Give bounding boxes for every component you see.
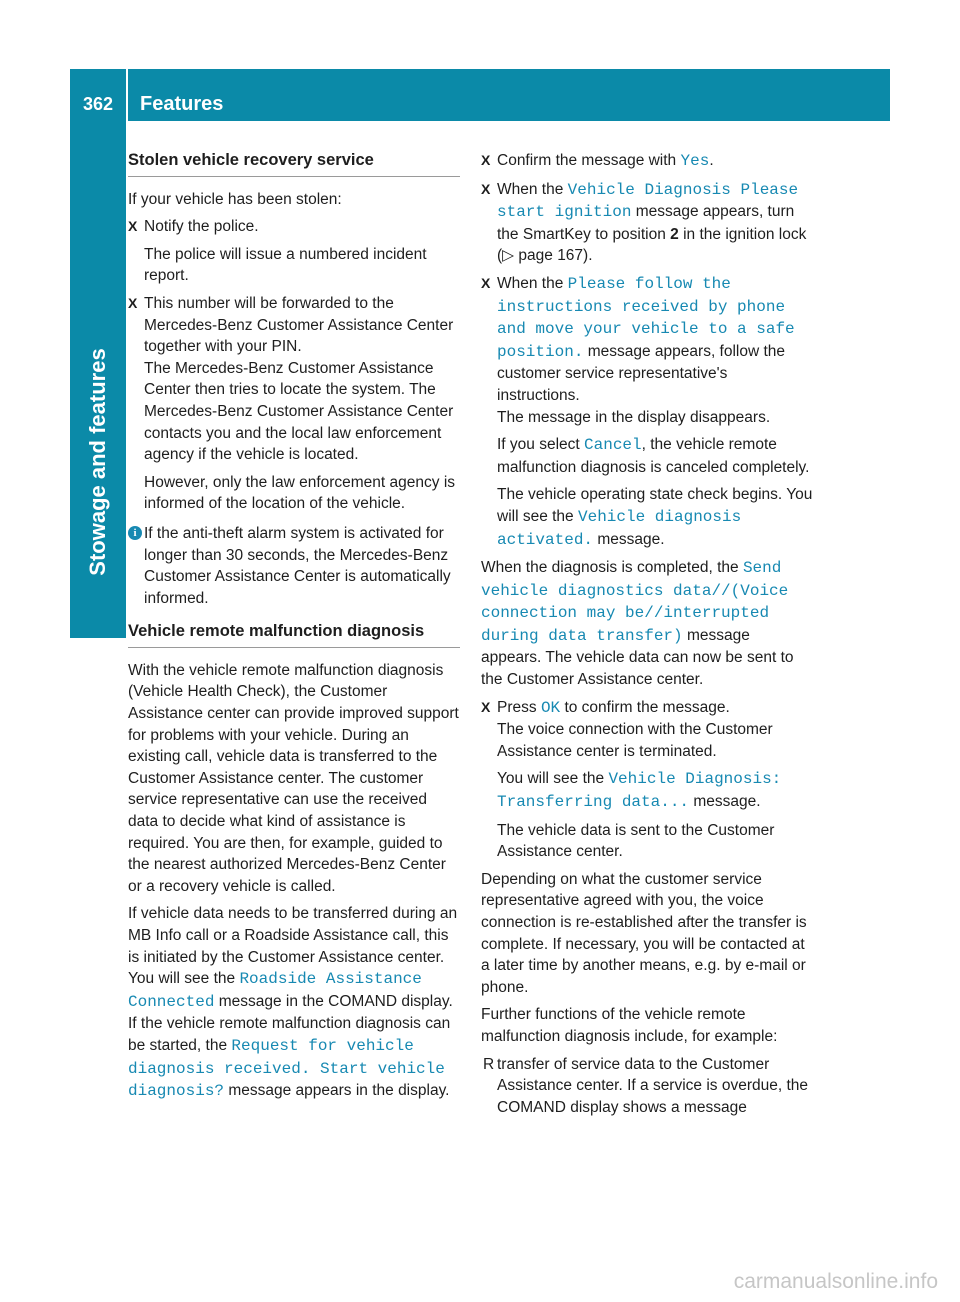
display-message: Request for vehicle diagnosis received. Start vehicle diagnosis? bbox=[128, 1036, 445, 1101]
bullet-marker-icon: R bbox=[483, 1055, 495, 1073]
step-marker-icon: X bbox=[128, 218, 138, 235]
side-tab-label: Stowage and features bbox=[85, 348, 110, 576]
voice-connection-paragraph: Depending on what the customer service representative agreed with you, the voice connection is re-established after the transfer is complete. If necessary, you will be contacted at a later time by another means, e.g. by e-mail or phone. bbox=[481, 870, 807, 996]
heading-stolen-vehicle: Stolen vehicle recovery service bbox=[128, 150, 460, 177]
display-message: Vehicle Diagnosis Please start ignition bbox=[497, 180, 799, 222]
header-divider bbox=[126, 69, 128, 121]
diagnosis-complete-paragraph: When the diagnosis is completed, the Send vehicle diagnostics data//(Voice connection may be//interrupted during data transfer) message appears. The vehicle data can now be sent to the Customer Assistance center. bbox=[481, 559, 794, 689]
step-marker-icon: X bbox=[481, 152, 491, 168]
step-marker-icon: X bbox=[481, 274, 491, 291]
bullet-service-data: R transfer of service data to the Customer Assistance center. If a service is overdue, the COMAND display shows a message bbox=[483, 1055, 809, 1116]
display-message: Send vehicle diagnostics data//(Voice connection may be//interrupted during data transfer) bbox=[481, 559, 789, 645]
display-message: Please follow the instructions received by phone and move your vehicle to a safe position. bbox=[497, 274, 795, 361]
step-marker-icon: X bbox=[481, 698, 491, 715]
step-marker-icon: X bbox=[481, 180, 491, 197]
step-notify-police: X Notify the police. The police will issue a numbered incident report. bbox=[128, 218, 427, 285]
further-functions-paragraph: Further functions of the vehicle remote malfunction diagnosis include, for example: bbox=[481, 1006, 778, 1045]
display-message: Cancel bbox=[584, 436, 642, 455]
page-ref-arrow-icon: ▷ bbox=[502, 247, 515, 265]
step-follow-instructions: X When the Please follow the instructions received by phone and move your vehicle to a safe position. message appears, follow the customer service representative's instructions. The message in the display disappears. If you select Cancel, the vehicle remote malfunction diagnosis is canceled completely. The vehicle operating state check begins. You will see the Vehicle diagnosis activated. message. bbox=[481, 274, 813, 549]
heading-remote-diagnosis: Vehicle remote malfunction diagnosis bbox=[128, 621, 460, 648]
display-message: OK bbox=[540, 698, 561, 717]
step-confirm-yes: X Confirm the message with Yes. bbox=[481, 152, 714, 170]
left-column bbox=[128, 150, 460, 1109]
display-message: Vehicle Diagnosis: Transferring data... bbox=[497, 770, 782, 812]
step-number-forwarded: X This number will be forwarded to the Mercedes-Benz Customer Assistance Center together with your PIN. The Mercedes-Benz Customer Assistance Center then tries to locate the system. The Mercedes-Benz Customer Assistance Center contacts you and the local law enforcement agency if the vehicle is located. However, only the law enforcement agency is informed of the location of the vehicle. bbox=[128, 294, 456, 513]
display-message: Vehicle diagnosis activated. bbox=[497, 507, 742, 549]
watermark: carmanualsonline.info bbox=[733, 1270, 938, 1293]
right-column bbox=[481, 150, 813, 1124]
intro-text: If your vehicle has been stolen: bbox=[128, 190, 342, 208]
diagnosis-paragraph: With the vehicle remote malfunction diagnosis (Vehicle Health Check), the Customer Assistance center can provide improved support for problems with your vehicle. During an existing call, vehicle data is transferred to the Customer Assistance center. The customer service representative can use the received data to decide what kind of assistance is required. You are then, for example, guided to the nearest authorized Mercedes-Benz Center or a recovery vehicle is called. bbox=[128, 661, 459, 895]
display-message: Roadside Assistance Connected bbox=[128, 970, 422, 1011]
transfer-paragraph: If vehicle data needs to be transferred during an MB Info call or a Roadside Assistance call, this is initiated by the Customer Assistance center. You will see the Roadside Assistance Connected message in the COMAND display. If the vehicle remote malfunction diagnosis can be started, the Request for vehicle diagnosis received. Start vehicle diagnosis? message appears in the display. bbox=[128, 905, 458, 1101]
info-note: i If the anti-theft alarm system is activated for longer than 30 seconds, the Mercedes-Benz Customer Assistance Center is automatically informed. bbox=[128, 523, 460, 609]
step-marker-icon: X bbox=[128, 294, 138, 311]
step-press-ok: X Press OK to confirm the message. The voice connection with the Customer Assistance center is terminated. You will see the Vehicle Diagnosis: Transferring data... message. The vehicle data is sent to the Customer Assistance center. bbox=[481, 698, 782, 861]
info-icon: i bbox=[128, 526, 142, 540]
section-title: Features bbox=[140, 93, 224, 115]
display-message: Yes bbox=[680, 152, 710, 170]
step-start-ignition: X When the Vehicle Diagnosis Please start ignition message appears, turn the SmartKey to position 2 in the ignition lock (▷ page 167). bbox=[481, 180, 807, 265]
page-number: 362 bbox=[82, 94, 114, 114]
